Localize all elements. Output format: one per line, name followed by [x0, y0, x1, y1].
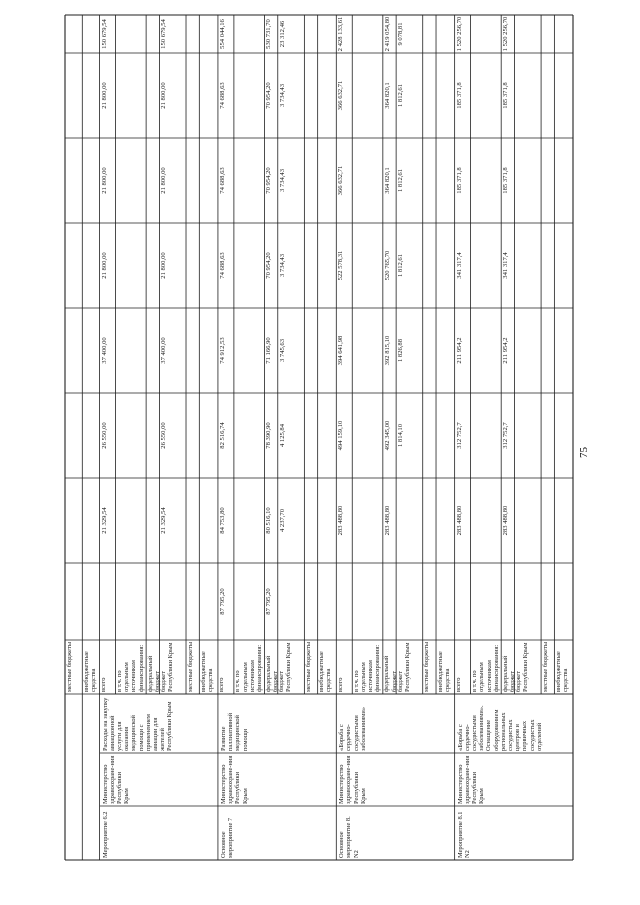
amount-value: 9 078,81: [397, 22, 405, 46]
amount-value: 494 159,10: [337, 420, 345, 451]
amount-value: 211 954,2: [455, 337, 463, 364]
amount-value: 74 688,63: [218, 252, 226, 279]
amount-value: 3 734,43: [278, 253, 286, 278]
amount-value: 82 516,74: [218, 422, 226, 449]
program-name: «Борьба с сердечно-сосудистыми заболеваниями». Оснащение оборудованием региональных сосудистых центров и первичных сосудистых отделений: [456, 705, 543, 751]
amount-value: 2 419 054,80: [383, 16, 391, 52]
amount-value: 74 912,53: [218, 337, 226, 364]
source-label: внебюджетные средства: [554, 651, 570, 692]
program-name: Развитие паллиативной медицинской помощи: [219, 712, 249, 751]
amount-value: 70 954,20: [265, 252, 273, 279]
amount-value: 312 752,7: [455, 422, 463, 449]
amount-value: 366 632,71: [337, 165, 345, 196]
amount-value: 21 800,00: [160, 82, 168, 109]
source-label: бюджет Республики Крым: [514, 642, 530, 692]
amount-value: 80 516,10: [265, 507, 273, 534]
source-label: внебюджетные средства: [318, 651, 333, 692]
amount-value: 70 954,20: [265, 82, 273, 109]
amount-value: 21 800,00: [160, 167, 168, 194]
amount-value: 3 745,63: [278, 338, 286, 363]
rotated-table-page: [65, 15, 573, 860]
source-label: бюджет Республики Крым: [396, 642, 411, 692]
page-number: 75: [578, 447, 590, 458]
amount-value: 4 125,84: [278, 423, 286, 448]
amount-value: 364 820,1: [383, 167, 391, 194]
amount-value: 21 800,00: [100, 167, 108, 194]
amount-value: 21 329,54: [100, 507, 108, 534]
amount-value: 26 550,00: [100, 422, 108, 449]
amount-value: 4 237,70: [278, 508, 286, 533]
source-label: бюджет Республики Крым: [159, 642, 175, 692]
amount-value: 341 317,4: [502, 252, 510, 279]
amount-value: 84 753,80: [218, 507, 226, 534]
amount-value: 74 688,63: [218, 82, 226, 109]
amount-value: 21 800,00: [100, 252, 108, 279]
amount-value: 37 400,00: [160, 337, 168, 364]
amount-value: 21 800,00: [160, 252, 168, 279]
amount-value: 1 812,61: [397, 168, 405, 193]
amount-value: 87 795,20: [218, 588, 226, 615]
amount-value: 87 795,20: [265, 588, 273, 615]
amount-value: 26 550,00: [160, 422, 168, 449]
amount-value: 522 578,31: [337, 250, 345, 281]
amount-value: 1 812,61: [397, 253, 405, 278]
executor-name: Министерство здравоохране-ния Республики Крым: [338, 755, 367, 804]
source-label: федеральный бюджет: [383, 655, 398, 692]
event-title: Основное мероприятие 7: [219, 817, 235, 858]
event-title: Основное мероприятие 8. N2: [338, 816, 360, 858]
source-label: внебюджетные средства: [436, 651, 451, 692]
amount-value: 37 400,00: [100, 337, 108, 364]
amount-value: 392 815,10: [383, 335, 391, 366]
amount-value: 530 731,70: [265, 19, 273, 49]
amount-value: 366 632,71: [337, 80, 345, 111]
amount-value: 1 814,10: [397, 423, 405, 448]
table-content: [65, 15, 573, 860]
event-title: Мероприятие 8.1 N2: [456, 811, 471, 858]
source-label: бюджет Республики Крым: [278, 642, 293, 692]
amount-value: 150 679,54: [160, 19, 168, 49]
source-label: в т.ч. по отдельным источникам финансирования:: [352, 644, 382, 692]
amount-value: 21 800,00: [100, 82, 108, 109]
source-label: местные бюджеты: [304, 641, 312, 692]
event-title: Мероприятие 6.2: [101, 811, 109, 858]
amount-value: 3 734,43: [278, 83, 286, 108]
amount-value: 1 826,88: [397, 338, 405, 363]
source-label: всего: [455, 677, 463, 692]
source-label: федеральный бюджет: [501, 655, 516, 692]
amount-value: 364 820,1: [383, 82, 391, 109]
source-label: местные бюджеты: [66, 641, 73, 692]
amount-value: 283 488,80: [337, 505, 345, 536]
program-name: Расходы на закупку авиационной услуги для оказания медицинской помощи с применением авиации для жителей Республики Крым: [101, 697, 174, 751]
amount-value: 312 752,7: [502, 422, 510, 449]
amount-value: 23 312,46: [278, 20, 286, 48]
source-label: внебюджетные средства: [199, 651, 215, 692]
amount-value: 185 371,8: [502, 167, 510, 194]
source-label: внебюджетные средства: [83, 651, 98, 692]
amount-value: 70 954,20: [265, 167, 273, 194]
amount-value: 21 329,54: [160, 507, 168, 534]
amount-value: 211 954,2: [502, 337, 510, 364]
amount-value: 71 166,90: [265, 337, 273, 364]
amount-value: 185 371,8: [502, 82, 510, 109]
amount-value: 1 812,61: [397, 83, 405, 108]
source-label: в т.ч. по отдельным источникам финансирования:: [471, 644, 500, 692]
executor-name: Министерство здравоохране-ния Республики Крым: [219, 755, 249, 804]
amount-value: 520 765,70: [383, 250, 391, 281]
source-label: местные бюджеты: [423, 641, 431, 692]
source-label: всего: [218, 677, 226, 692]
source-label: в т.ч. по отдельным источникам финансирования:: [234, 644, 263, 692]
amount-value: 341 317,4: [455, 252, 463, 279]
source-label: всего: [336, 677, 344, 692]
amount-value: 283 488,80: [455, 505, 463, 536]
amount-value: 3 734,43: [278, 168, 286, 193]
amount-value: 1 520 256,70: [502, 16, 510, 52]
amount-value: 74 688,63: [218, 167, 226, 194]
source-label: в т.ч. по отдельным источникам финансирования:: [116, 644, 145, 692]
amount-value: 78 390,90: [265, 422, 273, 449]
amount-value: 1 520 256,70: [455, 16, 463, 52]
source-label: федеральный бюджет: [146, 655, 161, 692]
source-label: местные бюджеты: [186, 641, 194, 692]
source-label: всего: [100, 677, 108, 692]
executor-name: Министерство здравоохране-ния Республики Крым: [101, 755, 131, 804]
executor-name: Министерство здравоохране-ния Республики Крым: [456, 755, 486, 804]
amount-value: 283 488,80: [502, 505, 510, 536]
program-name: «Борьба с сердечно-сосудистыми заболеваниями»: [338, 707, 367, 751]
amount-value: 554 044,16: [218, 19, 226, 49]
amount-value: 185 371,8: [455, 167, 463, 194]
source-label: федеральный бюджет: [264, 655, 280, 692]
amount-value: 185 371,8: [455, 82, 463, 109]
amount-value: 283 488,80: [383, 505, 391, 536]
amount-value: 394 641,98: [337, 335, 345, 366]
amount-value: 492 345,00: [383, 420, 391, 451]
amount-value: 150 679,54: [100, 19, 108, 49]
source-label: местные бюджеты: [541, 641, 549, 692]
amount-value: 2 428 133,61: [337, 16, 345, 52]
